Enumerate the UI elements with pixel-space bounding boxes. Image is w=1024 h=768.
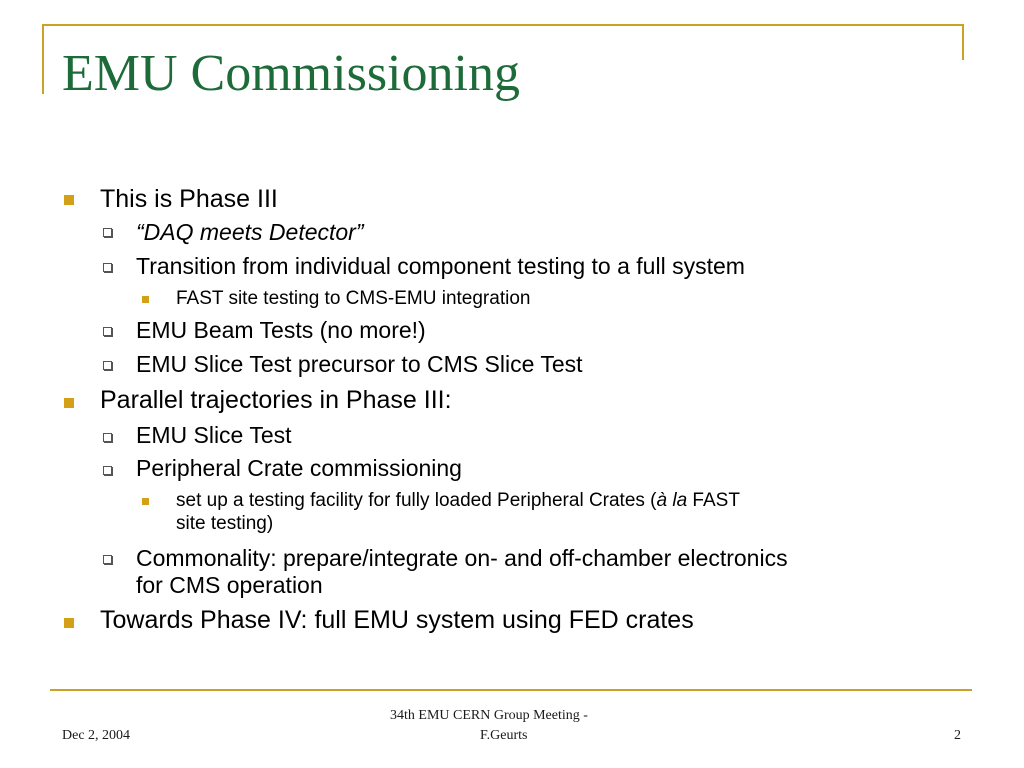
bullet-commonality: Commonality: prepare/integrate on- and off-chamber electronics [136, 545, 788, 571]
bullet-emu-beam-tests: EMU Beam Tests (no more!) [136, 317, 426, 343]
square-bullet-icon [142, 498, 149, 505]
frame-top-line [42, 24, 964, 26]
square-bullet-icon [64, 195, 74, 205]
checkbox-bullet-icon [103, 327, 112, 336]
footer-author: F.Geurts [480, 728, 528, 743]
checkbox-bullet-icon [103, 263, 112, 272]
bullet-testing-facility [176, 489, 740, 512]
frame-right-line [962, 24, 964, 60]
checkbox-bullet-icon [103, 466, 112, 475]
bullet-testing-facility-cont: site testing) [176, 513, 274, 534]
checkbox-bullet-icon [103, 433, 112, 442]
a-la-text: à la [656, 490, 688, 511]
bullet-parallel-trajectories: Parallel trajectories in Phase III: [100, 386, 452, 414]
bullet-daq-meets-detector: “DAQ meets Detector” [136, 219, 364, 245]
bullet-emu-slice-test: EMU Slice Test [136, 422, 292, 448]
footer-meeting: 34th EMU CERN Group Meeting - [390, 708, 588, 723]
checkbox-bullet-icon [103, 555, 112, 564]
bullet-emu-slice-test-precursor: EMU Slice Test precursor to CMS Slice Test [136, 351, 583, 377]
square-bullet-icon [142, 296, 149, 303]
footer-page-number: 2 [954, 728, 961, 743]
footer-rule [50, 689, 972, 691]
bullet-commonality-cont: for CMS operation [136, 572, 323, 598]
bullet-fast-site-testing: FAST site testing to CMS-EMU integration [176, 288, 531, 309]
bullet-towards-phase-iv: Towards Phase IV: full EMU system using FED crates [100, 606, 694, 634]
bullet-transition: Transition from individual component testing to a full system [136, 253, 745, 279]
square-bullet-icon [64, 398, 74, 408]
slide-title: EMU Commissioning [62, 45, 520, 102]
footer-date: Dec 2, 2004 [62, 728, 131, 743]
square-bullet-icon [64, 618, 74, 628]
fast-text: FAST [687, 490, 740, 511]
testing-facility-text: set up a testing facility for fully loaded Peripheral Crates ( [176, 490, 657, 511]
bullet-peripheral-crate: Peripheral Crate commissioning [136, 455, 462, 481]
checkbox-bullet-icon [103, 361, 112, 370]
checkbox-bullet-icon [103, 228, 112, 237]
frame-left-line [42, 24, 44, 94]
bullet-phase-iii: This is Phase III [100, 185, 278, 213]
